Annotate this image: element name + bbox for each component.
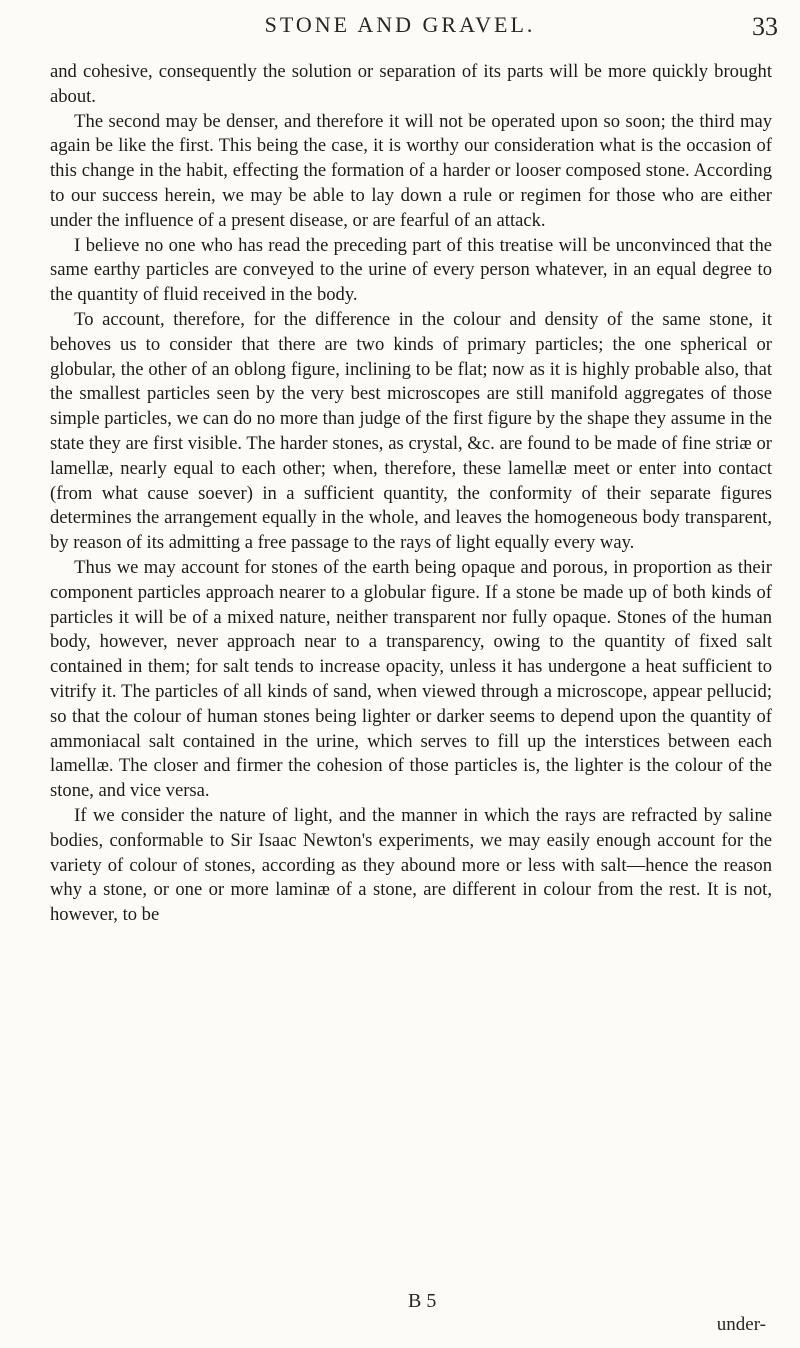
body-text: [50, 60, 772, 928]
catchword: under-: [716, 1314, 766, 1335]
signature-mark: B 5: [408, 1290, 437, 1312]
page-number: 33: [752, 12, 778, 41]
running-title: STONE AND GRAVEL.: [264, 12, 536, 37]
paragraph-1: and cohesive, consequently the solution or separation of its parts will be more quickly brought about.: [50, 61, 772, 107]
paragraph-5: Thus we may account for stones of the earth being opaque and porous, in proportion as their component particles approach nearer to a globular figure. If a stone be made up of both kinds of particles it will be of a mixed nature, neither transparent nor fully opaque. Stones of the human body, however, never approach near to a transparency, owing to the quantity of fixed salt contained in them; for salt tends to increase opacity, unless it has undergone a heat sufficient to vitrify it. The particles of all kinds of sand, when viewed through a microscope, appear pellucid; so that the colour of human stones being lighter or darker seems to depend upon the quantity of ammoniacal salt contained in the urine, which serves to fill up the interstices between each lamellæ. The closer and firmer the cohesion of those particles is, the lighter is the colour of the stone, and vice versa.: [50, 556, 772, 802]
paragraph-6: If we consider the nature of light, and the manner in which the rays are refracted by saline bodies, conformable to Sir Isaac Newton's experiments, we may easily enough account for the variety of colour of stones, according as they abound more or less with salt—hence the reason why a stone, or one or more laminæ of a stone, are different in colour from the rest. It is not, however, to be: [50, 804, 772, 926]
paragraph-3: I believe no one who has read the preceding part of this treatise will be unconvinced that the same earthy particles are conveyed to the urine of every person whatever, in an equal degree to the quantity of fluid received in the body.: [50, 234, 772, 306]
paragraph-2: The second may be denser, and therefore it will not be operated upon so soon; the third may again be like the first. This being the case, it is worthy our consideration what is the occasion of this change in the habit, effecting the formation of a harder or looser composed stone. According to our success herein, we may be able to lay down a rule or regimen for those who are either under the influence of a present disease, or are fearful of an attack.: [50, 110, 772, 231]
paragraph-4: To account, therefore, for the difference in the colour and density of the same stone, it behoves us to consider that there are two kinds of primary particles; the one spherical or globular, the other of an oblong figure, inclining to be flat; now as it is highly probable also, that the smallest particles seen by the very best microscopes are still manifold aggregates of those simple particles, we can do no more than judge of the first figure by the shape they assume in the state they are first visible. The harder stones, as crystal, &c. are found to be made of fine striæ or lamellæ, nearly equal to each other; when, therefore, these lamellæ meet or enter into contact (from what cause soever) in a sufficient quantity, the conformity of their separate figures determines the arrangement equally in the whole, and leaves the homogeneous body transparent, by reason of its admitting a free passage to the rays of light equally every way.: [50, 308, 772, 554]
